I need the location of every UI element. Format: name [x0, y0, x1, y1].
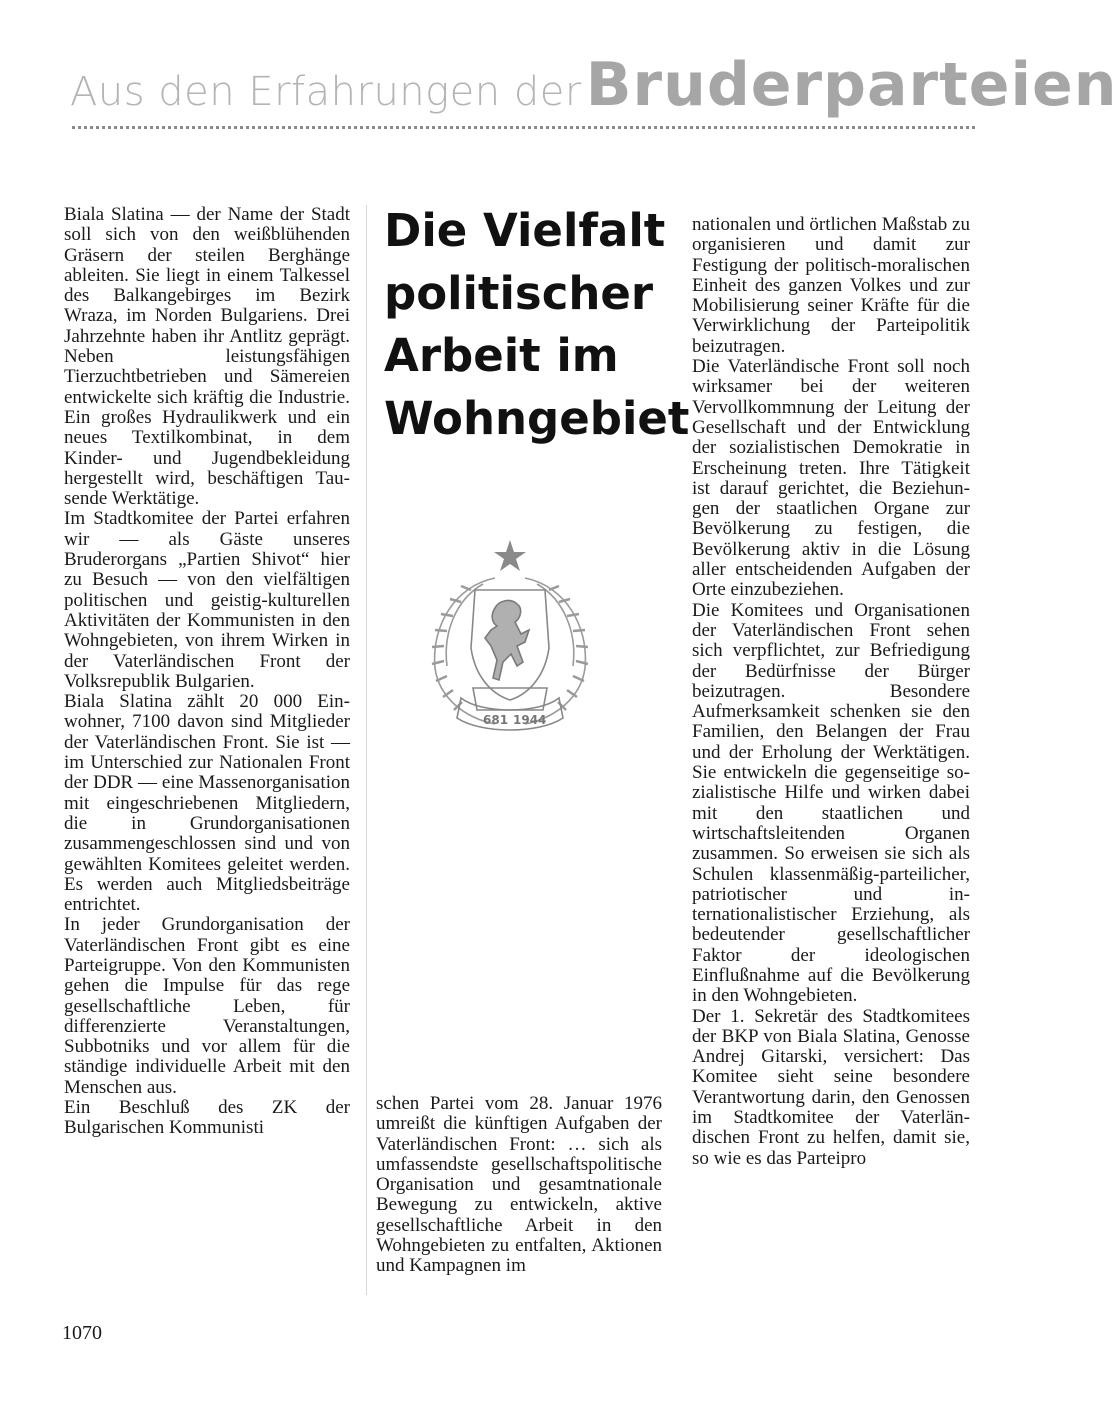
paragraph: Die Komitees und Organisationen der Vaterländischen Front sehen sich verpflichtet, zur Befriedigung der Bedürfnisse der Bürger beizutragen. Besondere Aufmerksamkeit schenken sie den Familien, den Belangen der Frau und der Erholung der Werktätigen. Sie entwickeln die gegenseitige sozialistische Hilfe und wirken dabei mit den staatlichen und wirtschaftsleitenden Organen zusammen. So erweisen sie sich als Schulen klassenmäßig-parteilicher, patriotischer und internationalistischer Erziehung, als bedeutender gesellschaftlicher Faktor der ideologischen Einflußnahme auf die Bevölkerung in den Wohngebieten. [692, 599, 970, 1007]
header-dotted-rule [72, 126, 975, 129]
paragraph: Biala Slatina — der Name der Stadt soll sich von den weißblühenden Gräsern der steilen Berghänge ableiten. Sie liegt in einem Talkessel des Balkangebirges im Bezirk Wraza, im Norden Bulgariens. Drei Jahrzehnte haben ihr Antlitz geprägt. Neben leistungsfähigen Tierzuchtbetrieben und Sämereien entwickelte sich kräftig die Industrie. Ein großes Hydraulikwerk und ein neues Textilkombinat, in dem Kinder- und Jugendbekleidung hergestellt wird, beschäftigen Tausende Werktätige. [64, 204, 350, 510]
article-column-3 [692, 215, 970, 1169]
article-title-line: politischer [384, 266, 654, 320]
lion-icon [485, 601, 529, 680]
article-title-line: Arbeit im [384, 329, 619, 382]
star-icon [494, 540, 526, 571]
article-title-line: Die Vielfalt [384, 204, 666, 257]
section-header-emphasis: Bruderparteien [585, 50, 1117, 120]
paragraph: Der 1. Sekretär des Stadtkomitees der BKP von Biala Slatina, Genosse Andrej Gitarski, versichert: Das Komitee sieht seine besondere Verantwortung darin, den Genossen im Stadtkomitee der Vaterländischen Front zu helfen, damit sie, so wie es das Parteipro [692, 1005, 970, 1169]
article-title [384, 200, 690, 450]
paragraph: In jeder Grundorganisation der Vaterländischen Front gibt es eine Parteigruppe. Von den Kommunisten gehen die Impulse für das rege gesellschaftliche Leben, für differenzierte Veranstaltungen, Subbotniks und vor allem für die ständige individuelle Arbeit mit den Menschen aus. [64, 914, 350, 1098]
paragraph: Biala Slatina zählt 20 000 Einwohner, 7100 davon sind Mitglieder der Vaterländischen Front. Sie ist — im Unterschied zur Nationalen Front der DDR — eine Massenorganisation mit eingeschriebenen Mitgliedern, die in Grundorganisationen zusammengeschlossen sind und von gewählten Komitees geleitet werden. Es werden auch Mitgliedsbeiträge entrichtet. [64, 691, 350, 916]
paragraph: Die Vaterländische Front soll noch wirksamer bei der weiteren Vervollkommnung der Leitung der Gesellschaft und der Entwicklung der sozialistischen Demokratie in Erscheinung treten. Ihre Tätigkeit ist darauf gerichtet, die Beziehungen der staatlichen Organe zur Bevölkerung zu festigen, die Bevölkerung aktiv in die Lösung aller entscheidenden Aufgaben der Orte einzubeziehen. [692, 356, 970, 601]
paragraph: Im Stadtkomitee der Partei erfahren wir — als Gäste unseres Bruderorgans „Partien Shivot“ hier zu Besuch — von den vielfältigen politischen und geistig-kulturellen Aktivitäten der Kommunisten in den Wohngebieten, von ihrem Wirken in der Vaterländischen Front der Volksrepublik Bulgarien. [64, 508, 350, 692]
column-divider [366, 205, 367, 1295]
emblem-year-right: 1944 [513, 713, 547, 727]
article-column-1 [64, 205, 350, 1139]
paragraph: Ein Beschluß des ZK der Bulgarischen Kommunisti [64, 1097, 350, 1139]
ribbon [457, 698, 563, 730]
emblem-year-left: 681 [483, 713, 509, 727]
paragraph: nationalen und örtlichen Maßstab zu organisieren und damit zur Festigung der politisch-moralischen Einheit des ganzen Volkes und zur Mobilisierung seiner Kräfte für die Verwirklichung der Parteipolitik beizutragen. [692, 214, 970, 357]
bulgarian-coat-of-arms-emblem [425, 538, 595, 738]
article-title-line: Wohngebiet [384, 391, 690, 445]
section-header [70, 50, 1117, 132]
page-number: 1070 [62, 1322, 102, 1344]
article-column-2 [376, 1094, 662, 1277]
section-header-prefix: Aus den Erfahrungen der [70, 69, 582, 115]
paragraph: schen Partei vom 28. Januar 1976 umreißt die künftigen Aufgaben der Vaterländischen Front: … sich als umfassendste gesellschaftspolitische Organisation und gesamtnationale Bewegung zu entwickeln, aktive gesellschaftliche Arbeit in den Wohngebieten zu entfalten, Aktionen und Kampagnen im [376, 1093, 662, 1277]
